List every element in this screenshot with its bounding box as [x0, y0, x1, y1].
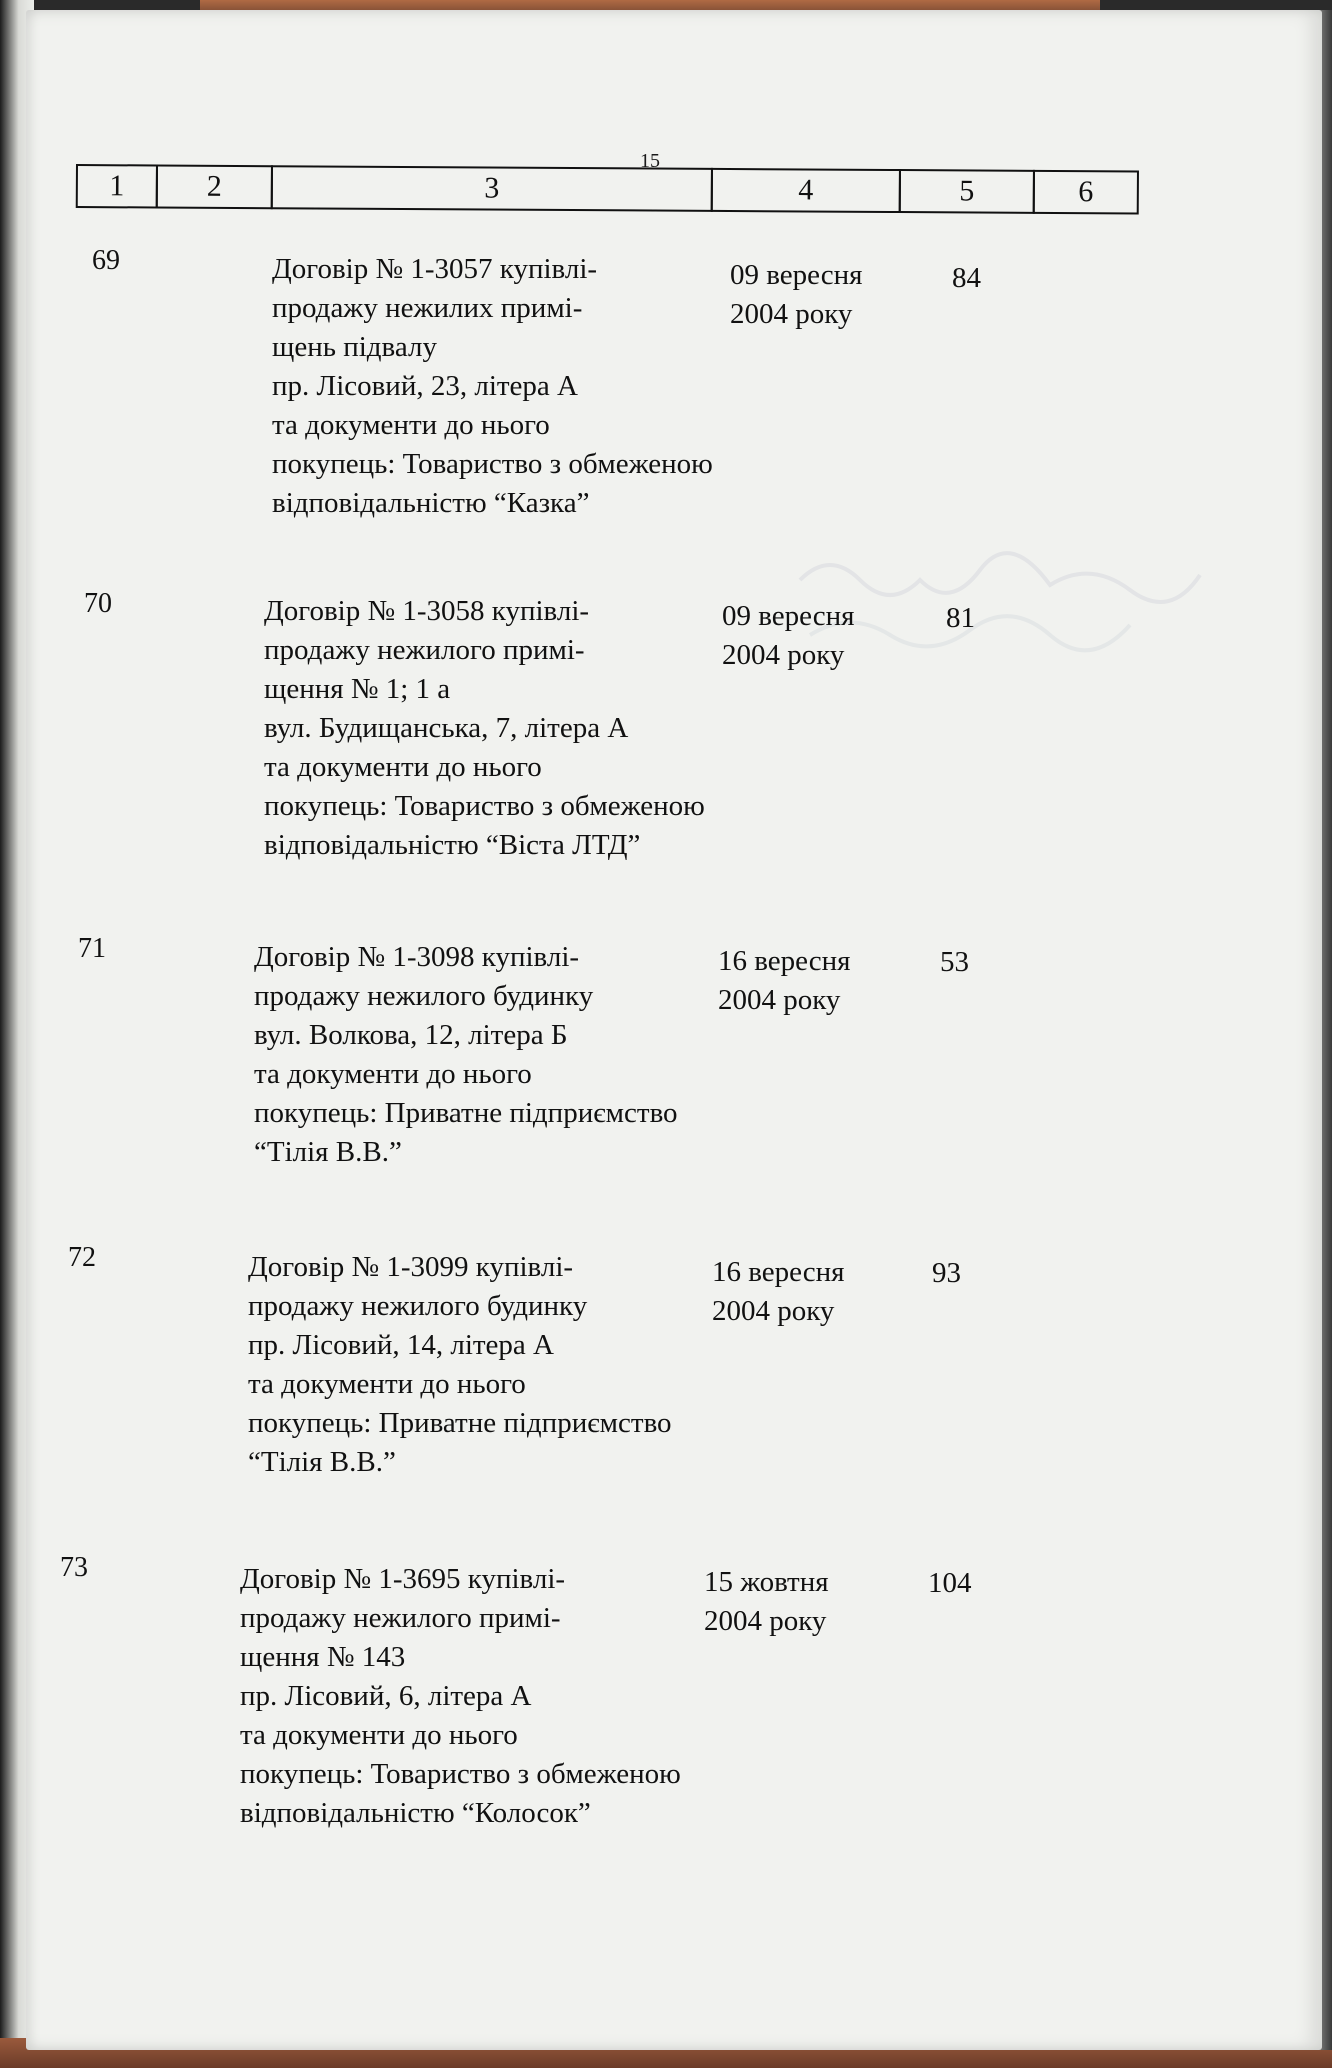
entry-page-count: 84: [952, 262, 981, 294]
entry-description: [254, 938, 678, 1172]
description-line: вул. Волкова, 12, літера Б: [254, 1019, 568, 1051]
description-line: Договір № 1-3098 купівлі-: [254, 941, 580, 973]
entry-date: [712, 1253, 844, 1331]
header-col-2: 2: [156, 164, 273, 209]
entry-description: [248, 1248, 672, 1482]
description-line: продажу нежилого будинку: [254, 980, 594, 1012]
description-line: покупець: Товариство з обмеженою: [264, 790, 705, 822]
date-line: 16 вересня: [718, 945, 851, 977]
date-line: 2004 року: [704, 1605, 827, 1637]
description-line: щень підвалу: [272, 331, 437, 363]
description-line: покупець: Приватне підприємство: [254, 1097, 678, 1129]
entry-number: 71: [78, 933, 106, 964]
entry-number: 69: [92, 245, 120, 276]
description-line: та документи до нього: [248, 1368, 526, 1400]
date-line: 2004 року: [730, 298, 853, 330]
entry-number: 70: [84, 588, 112, 619]
description-line: продажу нежилих примі-: [272, 292, 583, 324]
entry-date: [722, 597, 854, 675]
entry-date: [730, 256, 862, 334]
description-line: “Тілія В.В.”: [248, 1446, 396, 1478]
page-number: 15: [640, 150, 660, 172]
description-line: продажу нежилого будинку: [248, 1290, 588, 1322]
description-line: покупець: Товариство з обмеженою: [272, 448, 713, 480]
description-line: Договір № 1-3695 купівлі-: [240, 1563, 566, 1595]
entry-date: [704, 1563, 829, 1641]
entry-page-count: 93: [932, 1257, 961, 1289]
description-line: покупець: Товариство з обмеженою: [240, 1758, 681, 1790]
date-line: 09 вересня: [730, 259, 863, 291]
description-line: відповідальністю “Колосок”: [240, 1797, 591, 1829]
header-col-3: 3: [271, 165, 713, 212]
description-line: відповідальністю “Казка”: [272, 487, 590, 519]
description-line: Договір № 1-3099 купівлі-: [248, 1251, 574, 1283]
entry-date: [718, 942, 850, 1020]
description-line: “Тілія В.В.”: [254, 1136, 402, 1168]
description-line: Договір № 1-3057 купівлі-: [272, 253, 598, 285]
header-col-5: 5: [899, 169, 1035, 214]
description-line: вул. Будищанська, 7, літера А: [264, 712, 629, 744]
description-line: продажу нежилого примі-: [264, 634, 585, 666]
entry-description: [264, 592, 705, 865]
date-line: 2004 року: [718, 984, 841, 1016]
description-line: покупець: Приватне підприємство: [248, 1407, 672, 1439]
entry-page-count: 81: [946, 602, 975, 634]
description-line: щення № 143: [240, 1641, 406, 1673]
entry-number: 72: [68, 1242, 96, 1273]
description-line: та документи до нього: [272, 409, 550, 441]
date-line: 15 жовтня: [704, 1566, 829, 1598]
description-line: пр. Лісовий, 6, літера А: [240, 1680, 532, 1712]
description-line: пр. Лісовий, 23, літера А: [272, 370, 578, 402]
entry-page-count: 104: [928, 1567, 972, 1599]
description-line: продажу нежилого примі-: [240, 1602, 561, 1634]
header-col-6: 6: [1033, 170, 1139, 215]
entry-number: 73: [60, 1552, 88, 1583]
entry-description: [240, 1560, 681, 1833]
date-line: 2004 року: [712, 1295, 835, 1327]
description-line: та документи до нього: [254, 1058, 532, 1090]
header-col-1: 1: [76, 164, 158, 209]
description-line: пр. Лісовий, 14, літера А: [248, 1329, 554, 1361]
entry-description: [272, 250, 713, 523]
date-line: 16 вересня: [712, 1256, 845, 1288]
entry-page-count: 53: [940, 946, 969, 978]
description-line: та документи до нього: [240, 1719, 518, 1751]
date-line: 09 вересня: [722, 600, 855, 632]
description-line: щення № 1; 1 а: [264, 673, 451, 705]
description-line: Договір № 1-3058 купівлі-: [264, 595, 590, 627]
column-header-table: [76, 164, 1141, 229]
description-line: відповідальністю “Віста ЛТД”: [264, 829, 641, 861]
date-line: 2004 року: [722, 639, 845, 671]
description-line: та документи до нього: [264, 751, 542, 783]
header-col-4: 4: [711, 168, 901, 213]
